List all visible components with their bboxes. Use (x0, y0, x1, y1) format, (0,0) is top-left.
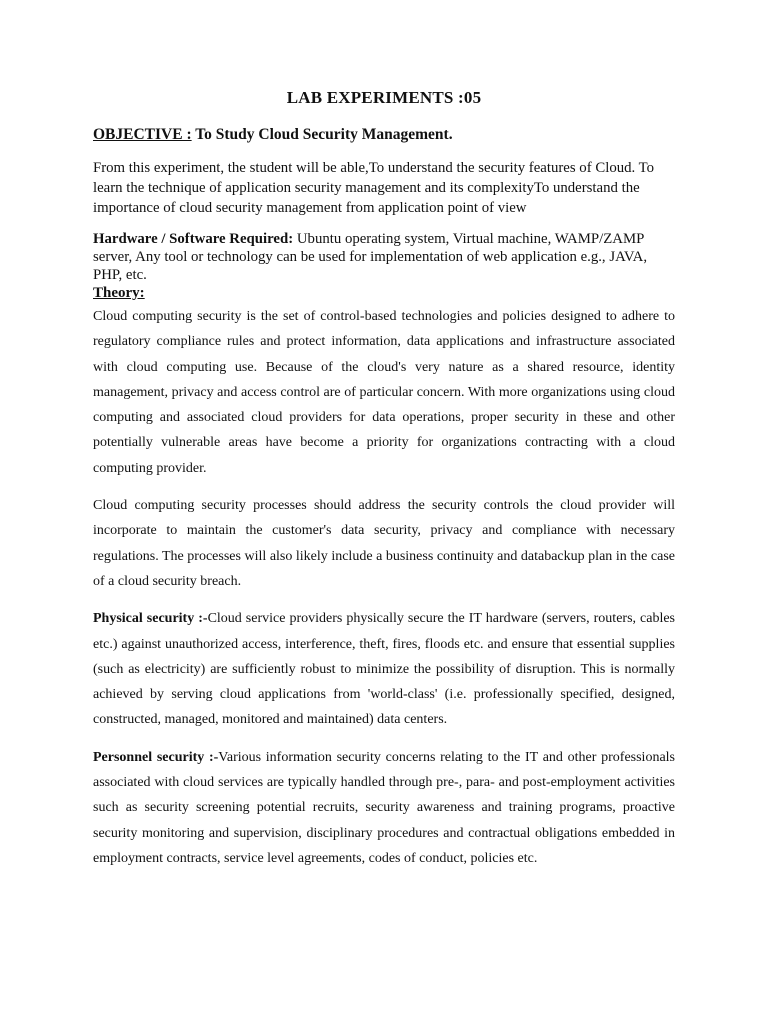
hardware-software-paragraph (93, 230, 675, 284)
theory-paragraph-1: Cloud computing security is the set of control-based technologies and policies designed to adhere to regulatory compliance rules and protect information, data applications and infrastructure associated with cloud computing use. Because of the cloud's very nature as a shared resource, identity management, privacy and access control are of particular concern. With more organizations using cloud computing and associated cloud providers for data operations, proper security in these and other potentially vulnerable areas have become a priority for organizations contracting with a cloud computing provider. (93, 309, 675, 476)
hardware-software-text: Ubuntu operating system, Virtual machine, WAMP/ZAMP server, Any tool or technology can be used for implementation of web application e.g., JAVA, PHP, etc. (93, 231, 648, 283)
physical-security-text: Cloud service providers physically secure the IT hardware (servers, routers, cables etc.) against unauthorized access, interference, theft, fires, floods etc. and ensure that essential supplies (such as electricity) are sufficiently robust to minimize the possibility of disruption. This is normally achieved by serving cloud applications from 'world-class' (i.e. professionally specified, designed, constructed, managed, monitored and maintained) data centers. (93, 611, 676, 728)
theory-heading: Theory: (93, 285, 145, 301)
personnel-security-label: Personnel security :- (93, 749, 219, 765)
objective-text: To Study Cloud Security Management. (191, 126, 453, 143)
theory-paragraph-2: Cloud computing security processes should address the security controls the cloud provider will incorporate to maintain the customer's data security, privacy and compliance with necessary regulations. The processes will also likely include a business continuity and databackup plan in the case of a cloud security breach. (93, 498, 675, 589)
objective-label: OBJECTIVE : (93, 126, 192, 143)
intro-paragraph: From this experiment, the student will be able,To understand the security features of Cloud. To learn the technique of application security management and its complexityTo understand the importance of cloud security management from application point of view (93, 160, 655, 216)
physical-security-paragraph (93, 606, 675, 732)
document-title: LAB EXPERIMENTS :05 (286, 88, 482, 107)
personnel-security-paragraph (93, 745, 675, 871)
hardware-software-label: Hardware / Software Required: (93, 231, 294, 247)
physical-security-label: Physical security :- (93, 611, 208, 627)
personnel-security-text: Various information security concerns relating to the IT and other professionals associated with cloud services are typically handled through pre-, para- and post-employment activities such as security screening potential recruits, security awareness and training programs, proactive security monitoring and supervision, disciplinary procedures and contractual obligations embedded in employment contracts, service level agreements, codes of conduct, policies etc. (93, 749, 675, 866)
objective-line (93, 126, 675, 144)
